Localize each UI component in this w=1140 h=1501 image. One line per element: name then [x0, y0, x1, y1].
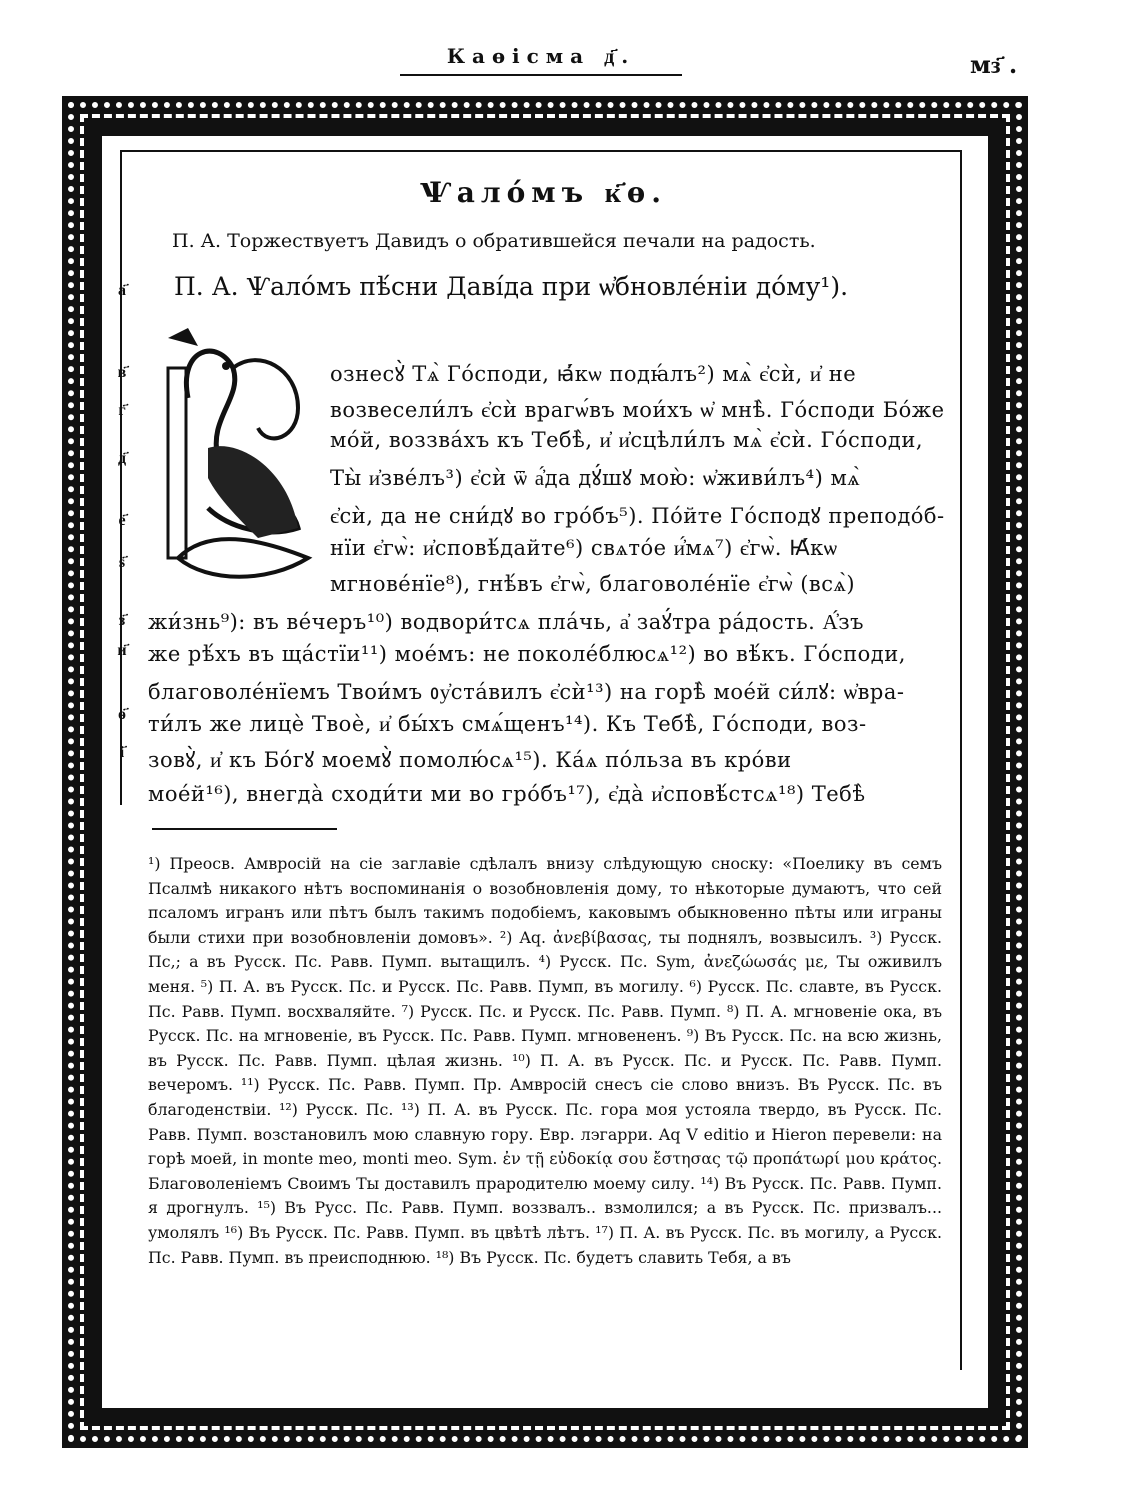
margin-verse-number: а҃ [118, 280, 126, 299]
verse-line: Ты̀ и҆звéлъ³) є҆сѝ ѿ а҆́да дꙋ́шꙋ мою̀: ѡ҆живи́лъ⁴) мѧ̀ [330, 466, 861, 490]
verse-line: мгновéнїе⁸), гнѣ́въ є҆гѡ̀, благоволéнїе є҆гѡ̀ (всѧ̀) [330, 572, 856, 596]
verse-line: же рѣ́хъ въ ща́стїи¹¹) моéмъ: не поколéблюсѧ¹²) во вѣ́къ. Гóсподи, [148, 642, 906, 666]
margin-verse-number: ѕ҃ [118, 552, 126, 571]
verse-line: жи́знь⁹): въ вéчеръ¹⁰) водвори́тсѧ пла́чь, а҆ заꙋ́тра рáдость. А҆́зъ [148, 610, 865, 634]
psalm-superscript-slavonic: П. А. Ѱалóмъ пѣ́сни Давíда при ѡ҆бновлéніи до́му¹). [174, 272, 849, 301]
verse-line: нїи є҆гѡ̀: и҆сповѣ́дайте⁶) свѧтóе и҆́мѧ⁷) є҆гѡ̀. Ꙗ҆́кѡ [330, 536, 838, 560]
inner-rule-right [960, 150, 962, 1370]
running-title: Каѳісма д҃. [446, 44, 636, 68]
verse-line: ознесꙋ̀ Тѧ̀ Гóсподи, ꙗ҆́кѡ подꙗ́лъ²) мѧ̀ є҆сѝ, и҆ не [330, 362, 857, 386]
footnotes [148, 852, 942, 1270]
verse-line: ти́лъ же лицѐ Твоѐ, и҆ бы́хъ смѧ́щенъ¹⁴). Къ Тебѣ̀, Гóсподи, воз- [148, 712, 867, 736]
verse-line: благоволéнїемъ Твои́мъ ᲂу҆стáвилъ є҆сѝ¹³) на горѣ̀ моéй си́лꙋ: ѡ҆вра- [148, 680, 905, 704]
margin-verse-number: е҃ [118, 510, 126, 529]
margin-verse-number: г҃ [118, 400, 126, 419]
margin-verse-number: і҃ [119, 742, 125, 761]
verse-line: є҆сѝ, да не сни́дꙋ во грóбъ⁵). Пóйте Гóсподꙋ преподóб- [330, 504, 945, 528]
margin-verse-number: и҃ [117, 640, 127, 659]
margin-verse-number: в҃ [117, 362, 127, 381]
footnote-rule [152, 828, 337, 830]
psalm-title: Ѱалóмъ к҃ѳ. [420, 176, 667, 209]
psalm-superscript-russian: П. А. Торжествуетъ Давидъ о обратившейся печали на радость. [172, 230, 816, 252]
margin-verse-number: ѳ҃ [118, 704, 126, 723]
footnote-block: ¹) Преосв. Амвросій на сіе заглавіе сдѣлалъ внизу слѣдующую сноску: «Поелику въ семъ Псалмѣ никакого нѣтъ воспоминанія о возобновленія дому, то нѣкоторые думаютъ, что сей псаломъ игранъ или пѣтъ былъ такимъ подобіемъ, каковымъ обыкновенно пѣты или играны были стихи при возобновленіи домовъ». ²) Aq. ἀνεβίβασας, ты поднялъ, возвысилъ. ³) Русск. Пс,; а въ Русск. Пс. Равв. Пумп. вытащилъ. ⁴) Русск. Пс. Sym, ἀνεζώωσάς με, Ты оживилъ меня. ⁵) П. А. въ Русск. Пс. и Русск. Пс. Равв. Пумп, въ могилу. ⁶) Русск. Пс. славте, въ Русск. Пс. Равв. Пумп. восхваляйте. ⁷) Русск. Пс. и Русск. Пс. Равв. Пумп. ⁸) П. А. мгновеніе ока, въ Русск. Пс. на мгновеніе, въ Русск. Пс. Равв. Пумп. мгновененъ. ⁹) Въ Русск. Пс. на всю жизнь, въ Русск. Пс. Равв. Пумп. цѣлая жизнь. ¹⁰) П. А. въ Русск. Пс. и Русск. Пс. Равв. Пумп. вечеромъ. ¹¹) Русск. Пс. Равв. Пумп. Пр. Амвросій снесъ сіе слово внизъ. Въ Русск. Пс. въ благоденствіи. ¹²) Русск. Пс. ¹³) П. А. въ Русск. Пс. гора моя устояла твердо, въ Русск. Пс. Равв. Пумп. возстановилъ мою славную гору. Евр. лэгарри. Aq V editio и Hieron перевели: на горѣ моей, in monte meo, monti meo. Sym. ἐν τῇ εὐδοκίᾳ σου ἔστησας τῷ προπάτωρί μου κράτος. Благоволеніемъ Своимъ Ты доставилъ прародителю моему силу. ¹⁴) Въ Русск. Пс. Равв. Пумп. я дрогнулъ. ¹⁵) Въ Русс. Пс. Равв. Пумп. воззвалъ.. взмолился; а въ Русск. Пс. призвалъ... умолялъ ¹⁶) Въ Русск. Пс. Равв. Пумп. въ цвѣтѣ лѣтъ. ¹⁷) П. А. въ Русск. Пс. въ могилу, а Русск. Пс. Равв. Пумп. въ преисподнюю. ¹⁸) Въ Русск. Пс. будетъ славить Тебя, а въ [148, 854, 942, 1267]
verse-line: зовꙋ̀, и҆ къ Бóгꙋ моемꙋ̀ помолю́сѧ¹⁵). Кáѧ пóльза въ крóви [148, 748, 792, 772]
bird-initial-icon [148, 328, 320, 590]
verse-line: мóй, воззвáхъ къ Тебѣ̀, и҆ и҆сцѣли́лъ мѧ̀ є҆сѝ. Гóсподи, [330, 428, 924, 452]
inner-rule-top [120, 150, 962, 152]
header-rule [400, 74, 682, 76]
margin-verse-number: з҃ [118, 610, 126, 629]
margin-verse-number: д҃ [117, 448, 127, 467]
verse-line: возвесели́лъ є҆сѝ врагѡ́въ мои́хъ ѡ҆ мнѣ̀. Гóсподи Бóже [330, 398, 945, 422]
page-number: мз҃ . [970, 50, 1018, 79]
verse-line: моéй¹⁶), внегдà сходи́ти ми во грóбъ¹⁷), є҆дà и҆сповѣ́стсѧ¹⁸) Тебѣ̀ [148, 782, 866, 806]
